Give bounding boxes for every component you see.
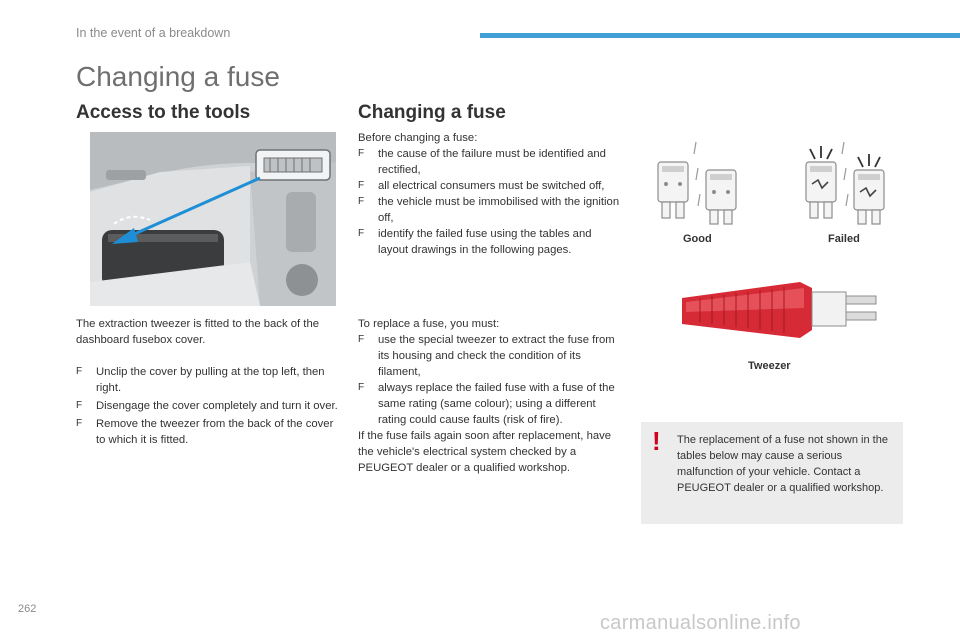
access-step (76, 398, 342, 414)
replace-intro: To replace a fuse, you must: (358, 318, 500, 330)
dashboard-illustration (90, 132, 336, 306)
access-tools-heading: Access to the tools (76, 102, 251, 123)
running-header: In the event of a breakdown (76, 26, 231, 40)
access-steps-list (76, 364, 342, 448)
before-item-text: the cause of the failure must be identified and rectified, (378, 148, 606, 176)
access-step (76, 364, 342, 396)
bullet-marker: F (358, 196, 365, 207)
before-item-text: identify the failed fuse using the tables and layout drawings in the following pages. (378, 228, 592, 256)
closing-text: If the fuse fails again soon after replacement, have the vehicle's electrical system checked by a PEUGEOT dealer or a qualified workshop. (358, 430, 612, 474)
good-fuse-illustration (650, 140, 750, 228)
bullet-marker: F (358, 382, 365, 393)
access-step-text: Disengage the cover completely and turn it over. (96, 400, 338, 412)
tweezer-location-text: The extraction tweezer is fitted to the back of the dashboard fusebox cover. (76, 318, 320, 346)
replace-item (358, 380, 622, 428)
access-step-text: Remove the tweezer from the back of the cover to which it is fitted. (96, 418, 334, 446)
dashboard-drawing (90, 132, 336, 306)
bullet-marker: F (76, 366, 83, 377)
before-item (358, 194, 622, 226)
before-item (358, 226, 622, 258)
before-intro: Before changing a fuse: (358, 132, 478, 144)
before-item (358, 178, 622, 194)
header-accent-bar (480, 33, 960, 38)
changing-fuse-heading: Changing a fuse (358, 102, 506, 123)
tweezer-illustration (680, 278, 886, 344)
before-item-text: all electrical consumers must be switched off, (378, 180, 605, 192)
tweezer-drawing (680, 278, 886, 344)
page-title: Changing a fuse (76, 61, 280, 92)
replace-item-text: always replace the failed fuse with a fuse of the same rating (same colour); using a different rating could cause faults (risk of fire). (378, 382, 615, 426)
failed-fuse-illustration (798, 140, 898, 228)
replace-item-text: use the special tweezer to extract the fuse from its housing and check the condition of its filament, (378, 334, 615, 378)
warning-exclamation-icon: ! (652, 426, 661, 456)
watermark: carmanualsonline.info (600, 612, 801, 634)
failed-label: Failed (828, 233, 860, 245)
good-fuses-drawing (650, 140, 750, 228)
replace-item (358, 332, 622, 380)
bullet-marker: F (358, 334, 365, 345)
bullet-marker: F (76, 418, 83, 429)
bullet-marker: F (76, 400, 83, 411)
before-item (358, 146, 622, 178)
before-changing-block (358, 130, 622, 258)
tweezer-label: Tweezer (748, 360, 791, 372)
bullet-marker: F (358, 180, 365, 191)
good-label: Good (683, 233, 712, 245)
before-item-text: the vehicle must be immobilised with the ignition off, (378, 196, 620, 224)
page-number: 262 (18, 603, 37, 615)
warning-text: The replacement of a fuse not shown in the tables below may cause a serious malfunction of your vehicle. Contact a PEUGEOT dealer or a qualified workshop. (677, 434, 888, 494)
bullet-marker: F (358, 228, 365, 239)
failed-fuses-drawing (798, 140, 898, 228)
access-step (76, 416, 342, 448)
replace-fuse-block (358, 316, 622, 476)
bullet-marker: F (358, 148, 365, 159)
access-step-text: Unclip the cover by pulling at the top left, then right. (96, 366, 325, 394)
